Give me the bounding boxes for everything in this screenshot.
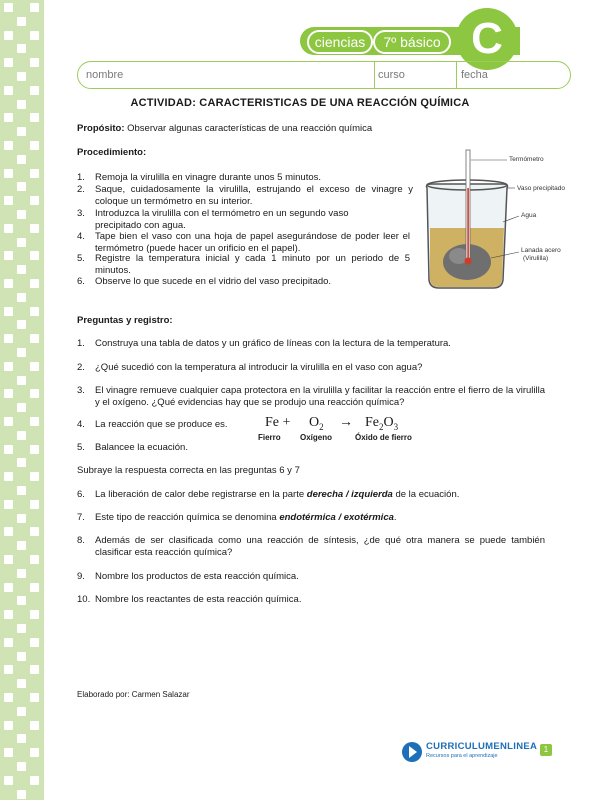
equation-o2-sub: 2 <box>319 421 324 432</box>
strip-square <box>4 610 13 619</box>
question-number: 5. <box>77 442 85 453</box>
strip-square <box>17 679 26 688</box>
strip-square <box>17 403 26 412</box>
strip-square <box>4 279 13 288</box>
decorative-strip <box>0 0 44 800</box>
question-7 <box>95 512 555 524</box>
strip-square <box>17 596 26 605</box>
strip-square <box>30 417 39 426</box>
strip-square <box>17 652 26 661</box>
page-number: 1 <box>540 744 552 756</box>
strip-square <box>4 3 13 12</box>
strip-square <box>30 307 39 316</box>
equation-sub2: 3 <box>393 421 399 432</box>
strip-square <box>30 31 39 40</box>
strip-square <box>30 500 39 509</box>
purpose-text: Observar algunas características de una reacción química <box>124 123 373 134</box>
instruction: Subraye la respuesta correcta en las preguntas 6 y 7 <box>77 465 300 476</box>
procedure-step: Tape bien el vaso con una hoja de papel asegurándose de poder leer el termómetro (puede hacer un orificio en el papel). <box>95 231 410 254</box>
strip-square <box>17 514 26 523</box>
purpose-label: Propósito: <box>77 123 125 134</box>
procedure-heading: Procedimiento: <box>77 147 147 158</box>
strip-square <box>4 169 13 178</box>
q7-text: Este tipo de reacción química se denomina <box>95 512 280 523</box>
strip-square <box>17 376 26 385</box>
strip-square <box>4 196 13 205</box>
strip-square <box>30 279 39 288</box>
strip-square <box>4 500 13 509</box>
strip-square <box>17 458 26 467</box>
question-number: 9. <box>77 571 85 582</box>
strip-square <box>30 362 39 371</box>
equation-o: O <box>309 415 320 430</box>
step-number: 4. <box>77 231 85 242</box>
question-6 <box>95 489 555 501</box>
question-number: 1. <box>77 338 85 349</box>
strip-square <box>4 555 13 564</box>
q7-options: endotérmica / exotérmica <box>279 512 394 523</box>
strip-square <box>30 638 39 647</box>
step-number: 5. <box>77 253 85 264</box>
strip-square <box>17 486 26 495</box>
divider <box>374 62 375 88</box>
strip-square <box>30 113 39 122</box>
question: Además de ser clasificada como una reacción de síntesis, ¿de qué otra manera se puede también clasificar esta reacción química? <box>95 535 545 558</box>
beaker-illustration <box>415 148 580 308</box>
strip-square <box>17 734 26 743</box>
strip-square <box>4 307 13 316</box>
strip-square <box>30 196 39 205</box>
strip-square <box>30 141 39 150</box>
beaker-drawing <box>415 148 580 308</box>
question: La reacción que se produce es. <box>95 419 228 430</box>
equation-o2 <box>309 415 324 432</box>
strip-square <box>30 472 39 481</box>
strip-square <box>17 17 26 26</box>
equation-fe: Fe + <box>265 415 291 430</box>
strip-square <box>30 58 39 67</box>
strip-square <box>17 265 26 274</box>
strip-square <box>4 638 13 647</box>
q6-text-end: de la ecuación. <box>392 489 460 500</box>
questions-heading: Preguntas y registro: <box>77 315 173 326</box>
strip-square <box>4 58 13 67</box>
water-label: Agua <box>521 212 537 219</box>
author-credit: Elaborado por: Carmen Salazar <box>77 690 190 699</box>
strip-square <box>17 210 26 219</box>
q6-text: La liberación de calor debe registrarse en la parte <box>95 489 307 500</box>
strip-square <box>30 445 39 454</box>
strip-square <box>30 583 39 592</box>
q7-text-end: . <box>393 512 397 523</box>
strip-square <box>4 721 13 730</box>
strip-square <box>17 44 26 53</box>
procedure-step: Observe lo que sucede en el vidrio del vaso precipitado. <box>95 276 332 287</box>
strip-square <box>4 86 13 95</box>
strip-square <box>30 3 39 12</box>
question-number: 8. <box>77 535 85 546</box>
equation-arrow: → <box>339 415 353 430</box>
equation-sub1: 2 <box>379 421 384 432</box>
question: Balancee la ecuación. <box>95 442 188 453</box>
strip-square <box>4 31 13 40</box>
curriculum-logo <box>402 740 538 769</box>
strip-square <box>17 624 26 633</box>
procedure-step: Remoja la virulilla en vinagre durante unos 5 minutos. <box>95 172 322 183</box>
strip-square <box>30 251 39 260</box>
product-label: Óxido de fierro <box>355 433 412 442</box>
page-title: ACTIVIDAD: CARACTERISTICAS DE UNA REACCIÓN QUÍMICA <box>130 97 470 109</box>
name-label: nombre <box>86 69 124 81</box>
strip-square <box>30 334 39 343</box>
date-label: fecha <box>461 69 488 81</box>
strip-square <box>30 776 39 785</box>
strip-square <box>17 155 26 164</box>
question: El vinagre remueve cualquier capa protectora en la virulilla y facilitar la reacción entre el fierro de la virulilla y el oxígeno. ¿Qué evidencias hay que se produjo una reacción química? <box>95 385 545 408</box>
step-number: 6. <box>77 276 85 287</box>
strip-square <box>4 113 13 122</box>
strip-square <box>17 707 26 716</box>
strip-square <box>17 541 26 550</box>
strip-square <box>30 86 39 95</box>
strip-square <box>17 320 26 329</box>
strip-square <box>30 389 39 398</box>
question: Nombre los productos de esta reacción química. <box>95 571 299 582</box>
strip-square <box>17 790 26 799</box>
step-number: 1. <box>77 172 85 183</box>
strip-square <box>30 721 39 730</box>
strip-square <box>30 224 39 233</box>
q6-options: derecha / izquierda <box>306 489 393 500</box>
strip-square <box>4 693 13 702</box>
question-number: 6. <box>77 489 85 500</box>
strip-square <box>4 472 13 481</box>
equation-fe2: Fe <box>365 415 379 430</box>
equation-product <box>365 415 398 432</box>
procedure-step: Introduzca la virulilla con el termómetro en un segundo vaso precipitado con agua. <box>95 208 349 231</box>
question-number: 3. <box>77 385 85 396</box>
strip-square <box>4 224 13 233</box>
strip-square <box>4 362 13 371</box>
step-number: 2. <box>77 184 85 195</box>
strip-square <box>17 182 26 191</box>
strip-square <box>4 665 13 674</box>
strip-square <box>17 762 26 771</box>
strip-square <box>4 334 13 343</box>
divider <box>456 62 457 88</box>
question: Nombre los reactantes de esta reacción química. <box>95 594 302 605</box>
strip-square <box>4 583 13 592</box>
strip-square <box>17 127 26 136</box>
strip-square <box>4 445 13 454</box>
fe-label: Fierro <box>258 433 281 442</box>
strip-square <box>30 169 39 178</box>
strip-square <box>4 389 13 398</box>
question-number: 10. <box>77 594 91 605</box>
question: Construya una tabla de datos y un gráfico de líneas con la lectura de la temperatura. <box>95 338 451 349</box>
o2-label: Oxígeno <box>300 433 333 442</box>
strip-square <box>17 569 26 578</box>
subject-badge: C <box>456 8 518 70</box>
strip-square <box>30 555 39 564</box>
question-number: 4. <box>77 419 85 430</box>
strip-square <box>30 610 39 619</box>
strip-square <box>30 693 39 702</box>
strip-square <box>30 527 39 536</box>
beaker-label: Vaso precipitado <box>517 185 565 192</box>
steel-wool-label: Lanada acero <box>521 247 561 254</box>
thermometer-label: Termómetro <box>509 156 544 163</box>
logo-subtext: Recursos para el aprendizaje <box>426 753 498 759</box>
course-label: curso <box>378 69 405 81</box>
strip-square <box>17 238 26 247</box>
strip-square <box>17 72 26 81</box>
question-number: 7. <box>77 512 85 523</box>
strip-square <box>17 348 26 357</box>
equation-o3: O <box>383 415 394 430</box>
procedure-step: Saque, cuidadosamente la virulilla, estrujando el exceso de vinagre y coloque un termómetro en su interior. <box>95 184 413 207</box>
procedure-step: Registre la temperatura inicial y cada 1 minuto por un periodo de 5 minutos. <box>95 253 410 276</box>
question-number: 2. <box>77 362 85 373</box>
strip-square <box>4 527 13 536</box>
strip-square <box>17 293 26 302</box>
purpose <box>77 123 457 135</box>
student-info-bar <box>77 61 571 89</box>
strip-square <box>4 748 13 757</box>
strip-square <box>4 776 13 785</box>
subject-pill: ciencias <box>307 30 373 54</box>
step-number: 3. <box>77 208 85 219</box>
grade-pill: 7º básico <box>373 30 451 54</box>
strip-square <box>30 665 39 674</box>
strip-square <box>4 417 13 426</box>
strip-square <box>30 748 39 757</box>
logo-text: CURRICULUMENLINEA <box>426 741 538 752</box>
question: ¿Qué sucedió con la temperatura al introducir la virulilla en el vaso con agua? <box>95 362 423 373</box>
strip-square <box>4 141 13 150</box>
strip-square <box>17 431 26 440</box>
steel-wool-label-2: (Virulilla) <box>523 255 549 262</box>
strip-square <box>4 251 13 260</box>
